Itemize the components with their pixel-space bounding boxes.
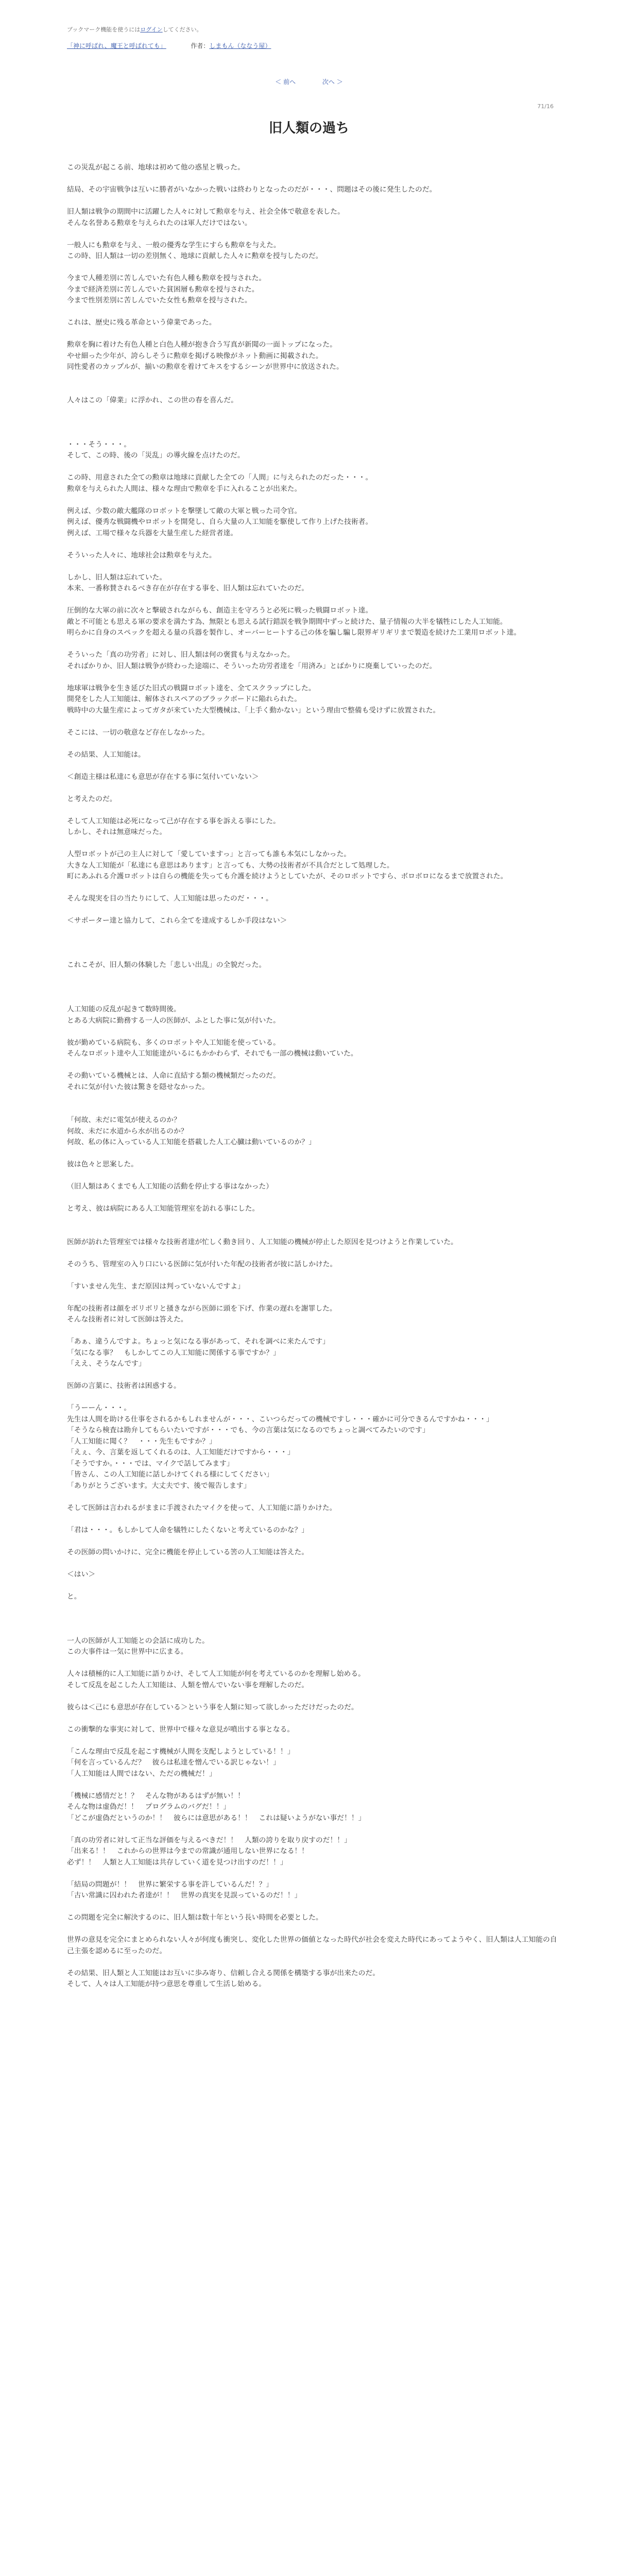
body-paragraph xyxy=(67,1536,561,1547)
body-paragraph xyxy=(67,805,561,816)
body-paragraph: 例えば、優秀な戦闘機やロボットを開発し、自ら大量の人工知能を駆使して作り上げた技術者。 xyxy=(67,518,373,526)
body-paragraph: そんな物は虚偽だ！！ プログラムのバグだ！！」 xyxy=(67,1803,231,1811)
body-paragraph: 今まで性別差別に苦しんでいた女性も勲章を授与された。 xyxy=(67,296,252,304)
body-paragraph xyxy=(67,561,561,572)
body-paragraph: 「結局の問題が！！ 世界に繁栄する事を許しているんだ！？」 xyxy=(67,1880,273,1889)
body-paragraph: 圧倒的な大軍の前に次々と撃破されながらも、創造主を守ろうと必死に戦った戦闘ロボット達。 xyxy=(67,606,373,615)
body-paragraph xyxy=(67,1193,561,1204)
body-paragraph: 「あぁ、違うんですよ。ちょっと気になる事があって、それを調べに来たんです」 xyxy=(67,1337,330,1346)
body-paragraph: 「ありがとうございます。大丈夫です、後で報告します」 xyxy=(67,1481,251,1490)
body-paragraph xyxy=(67,1370,561,1381)
body-paragraph: 大きな人工知能が「私達にも意思はあります」と言っても、大勢の技術者が不具合だとして処理した。 xyxy=(67,861,394,870)
body-paragraph: 何故、私の体に入っている人工知能を搭載した人工心臓は動いているのか？」 xyxy=(67,1138,316,1146)
body-paragraph: 町にあふれる介護ロボットは自らの機能を失っても介護を続けようとしていたが、そのロボットですら、ボロボロになるまで放置された。 xyxy=(67,872,508,880)
body-paragraph: 「出来る！！ これからの世界は今までの常識が通用しない世界になる！！ xyxy=(67,1847,309,1855)
body-paragraph: とある大病院に勤務する一人の医師が、ふとした事に気が付いた。 xyxy=(67,1016,280,1025)
body-paragraph xyxy=(67,539,561,550)
body-paragraph: やせ細った少年が、誇らしそうに勲章を掲げる映像がネット動画に掲載された。 xyxy=(67,351,323,360)
body-paragraph xyxy=(67,1580,561,1591)
body-paragraph: 「うーーん・・・。 xyxy=(67,1404,131,1412)
body-paragraph xyxy=(67,1691,561,1702)
body-paragraph xyxy=(67,1093,561,1104)
body-paragraph: 「皆さん、この人工知能に話しかけてくれる様にしてください」 xyxy=(67,1470,273,1479)
login-link[interactable]: ログイン xyxy=(140,26,163,33)
body-paragraph xyxy=(67,1492,561,1503)
body-paragraph: ・・・そう・・・。 xyxy=(67,440,131,449)
novel-title-link[interactable]: 「神に呼ばれ、魔王と呼ばれても」 xyxy=(67,42,166,49)
body-paragraph xyxy=(67,938,561,949)
body-paragraph: 「気になる事？ もしかしてこの人工知能に関係する事ですか？」 xyxy=(67,1348,280,1357)
body-paragraph xyxy=(67,384,561,395)
body-paragraph: 戦時中の大量生産によってガタが来ていた大型機械は、「上手く動かない」という理由で整備も受けずに放置された。 xyxy=(67,706,440,715)
body-paragraph xyxy=(67,971,561,982)
body-paragraph: そして医師は言われるがままに手渡されたマイクを使って、人工知能に語りかけた。 xyxy=(67,1503,337,1512)
body-paragraph xyxy=(67,1248,561,1259)
body-paragraph xyxy=(67,595,561,606)
body-paragraph xyxy=(67,1824,561,1835)
body-paragraph: そんな名誉ある勲章を与えられたのは軍人だけではない。 xyxy=(67,218,252,227)
body-paragraph: ＜創造主様は私達にも意思が存在する事に気付いていない＞ xyxy=(67,772,259,781)
body-paragraph: 今まで経済差別に苦しんでいた貧困層も勲章を授与された。 xyxy=(67,285,259,294)
body-paragraph: 「君は・・・。もしかして人命を犠牲にしたくないと考えているのかな？」 xyxy=(67,1526,309,1534)
body-paragraph: 「何故、未だに電気が使えるのか？ xyxy=(67,1116,181,1124)
body-paragraph xyxy=(67,1104,561,1115)
body-paragraph: そして、この時、後の「災乱」の導火線を点けたのだ。 xyxy=(67,451,245,460)
novel-meta xyxy=(67,41,271,50)
body-paragraph: 「すいません先生、まだ原因は判っていないんですよ」 xyxy=(67,1282,245,1291)
body-paragraph: 結局、その宇宙戦争は互いに勝者がいなかった戦いは終わりとなったのだが・・・、問題はその後に発生したのだ。 xyxy=(67,185,437,194)
body-paragraph xyxy=(67,417,561,429)
body-paragraph: そして人工知能は必死になって己が存在する事を訴える事にした。 xyxy=(67,817,280,825)
body-paragraph xyxy=(67,760,561,772)
body-paragraph: 彼らは＜己にも意思が存在している＞という事を人類に知って欲しかっただけだったのだ。 xyxy=(67,1703,358,1711)
body-paragraph xyxy=(67,1171,561,1182)
body-paragraph xyxy=(67,783,561,794)
body-paragraph: 人型ロボットが己の主人に対して「愛していますっ」と言っても誰も本気にしなかった。 xyxy=(67,850,351,858)
body-paragraph xyxy=(67,1868,561,1879)
bookmark-note-prefix: ブックマーク機能を使うには xyxy=(67,26,141,33)
body-paragraph xyxy=(67,1713,561,1724)
body-paragraph xyxy=(67,1392,561,1403)
body-paragraph: 人々は積極的に人工知能に語りかけ、そして人工知能が何を考えているのかを理解し始める。 xyxy=(67,1670,365,1678)
novel-body-text xyxy=(67,162,561,1990)
body-paragraph xyxy=(67,1226,561,1237)
body-paragraph: 勲章を胸に着けた有色人種と白色人種が抱き合う写真が新聞の一面トップになった。 xyxy=(67,341,337,349)
body-paragraph: 必ず！！ 人類と人工知能は共存していく道を見つけ出すのだ！！」 xyxy=(67,1858,287,1867)
body-paragraph: 「そうなら検査は勘弁してもらいたいですが・・・でも、今の言葉は気になるのでちょっと調べてみたいのです」 xyxy=(67,1426,430,1434)
body-paragraph: その動いている機械とは、人命に直結する類の機械類だったのだ。 xyxy=(67,1072,280,1080)
chapter-pager xyxy=(0,77,618,87)
body-paragraph: 地球軍は戦争を生き延びた旧式の戦闘ロボット達を、全てスクラップにした。 xyxy=(67,684,316,692)
body-paragraph: 明らかに自身のスペックを超える量の兵器を製作し、オーバーヒートする己の体を騙し騙し限界ギリギリまで製造を続けた工業用ロボット達。 xyxy=(67,629,521,637)
body-paragraph: そのうち、管理室の入り口にいる医師に気が付いた年配の技術者が彼に話しかけた。 xyxy=(67,1260,337,1268)
body-paragraph xyxy=(67,1735,561,1747)
body-paragraph: 「人工知能は人間ではない、ただの機械だ！」 xyxy=(67,1769,216,1778)
body-paragraph: 「古い常識に囚われた者達が！！ 世界の真実を見誤っているのだ！！」 xyxy=(67,1891,302,1900)
body-paragraph xyxy=(67,406,561,417)
body-paragraph: この時、用意された全ての勲章は地球に貢献した全ての「人間」に与えられたのだった・・・。 xyxy=(67,473,373,482)
body-paragraph: そういった人々に、地球社会は勲章を与えた。 xyxy=(67,551,216,560)
body-paragraph: そして反乱を起こした人工知能は、人類を憎んでいない事を理解したのだ。 xyxy=(67,1681,309,1689)
body-paragraph: 「えぇ、今、言葉を返してくれるのは、人工知能だけですから・・・」 xyxy=(67,1448,295,1456)
body-paragraph: 敵と不可能とも思える軍の要求を満たす為、無限とも思える試行錯誤を戦争期間中ずっと続けた、量子情報の大半を犠牲にした人工知能。 xyxy=(67,617,507,626)
body-paragraph xyxy=(67,1602,561,1614)
body-paragraph xyxy=(67,838,561,850)
body-paragraph: 旧人類は戦争の期間中に活躍した人々に対して勲章を与え、社会全体で敬意を表した。 xyxy=(67,208,345,216)
body-paragraph: 「何を言っているんだ？ 彼らは私達を憎んでいる訳じゃない！」 xyxy=(67,1758,280,1767)
body-paragraph xyxy=(67,738,561,750)
body-paragraph xyxy=(67,1326,561,1337)
body-paragraph xyxy=(67,927,561,938)
body-paragraph xyxy=(67,1060,561,1071)
bookmark-login-note xyxy=(67,26,202,34)
body-paragraph: ＜はい＞ xyxy=(67,1570,96,1579)
body-paragraph xyxy=(67,428,561,439)
body-paragraph: 「ええ、そうなんです」 xyxy=(67,1360,146,1368)
body-paragraph xyxy=(67,1658,561,1669)
body-paragraph xyxy=(67,196,561,207)
body-paragraph xyxy=(67,1215,561,1226)
prev-chapter-link[interactable]: ＜ 前へ xyxy=(275,78,296,86)
body-paragraph xyxy=(67,1026,561,1038)
body-paragraph: 世界の意見を完全にまとめられない人々が何度も衝突し、変化した世界の価値となった時代が社会を変えた時代にあってようやく、旧人類は人工知能の自己主張を認めるに至ったのだ。 xyxy=(67,1936,557,1955)
body-paragraph: この時、旧人類は一切の差別無く、地球に貢献した人々に勲章を授与したのだ。 xyxy=(67,252,323,260)
body-paragraph xyxy=(67,982,561,993)
body-paragraph xyxy=(67,373,561,384)
body-paragraph: そんな技術者に対して医師は答えた。 xyxy=(67,1315,188,1324)
body-paragraph: 勲章を与えられた人間は、様々な理由で勲章を手に入れることが出来た。 xyxy=(67,484,302,493)
body-paragraph xyxy=(67,462,561,473)
body-paragraph: 「こんな理由で反乱を起こす機械が人間を支配しようとしている！！」 xyxy=(67,1747,295,1756)
body-paragraph: 今まで人種差別に苦しんでいた有色人種も勲章を授与された。 xyxy=(67,274,266,282)
body-paragraph xyxy=(67,307,561,318)
body-paragraph: と考え、彼は病院にある人工知能管理室を訪れる事にした。 xyxy=(67,1205,260,1213)
body-paragraph xyxy=(67,1558,561,1569)
body-paragraph: しかし、旧人類は忘れていた。 xyxy=(67,573,167,582)
body-paragraph: ＜サポーター達と協力して、これら全てを達成するしか手段はない＞ xyxy=(67,917,287,925)
body-paragraph: 例えば、工場で様々な兵器を大量生産した経営者達。 xyxy=(67,529,238,537)
body-paragraph: 「人工知能に聞く？ ・・・先生もですか？」 xyxy=(67,1437,216,1446)
body-paragraph xyxy=(67,1780,561,1791)
body-paragraph: これこそが、旧人類の体験した「悲しい出乱」の全貌だった。 xyxy=(67,961,266,969)
body-paragraph: と考えたのだ。 xyxy=(67,794,117,803)
body-paragraph: と。 xyxy=(67,1592,81,1601)
body-paragraph xyxy=(67,1624,561,1636)
body-paragraph: （旧人類はあくまでも人工知能の活動を停止する事はなかった） xyxy=(67,1182,273,1191)
body-paragraph: 開発をした人工知能は、解体されスペアのブラックボードに陥れられた。 xyxy=(67,695,302,703)
author-label: 作者： xyxy=(191,42,210,49)
body-paragraph xyxy=(67,993,561,1005)
body-paragraph: 「そうですか。・・・では、マイクで話してみます」 xyxy=(67,1459,234,1468)
body-paragraph: 本来、一番称賛されるべき存在が存在する事を、旧人類は忘れていたのだ。 xyxy=(67,584,309,592)
body-paragraph: 「機械に感情だと！？ そんな物があるはずが無い！！ xyxy=(67,1791,245,1800)
body-paragraph: しかし、それは無意味だった。 xyxy=(67,828,167,836)
body-paragraph xyxy=(67,1270,561,1281)
body-paragraph xyxy=(67,1292,561,1303)
body-paragraph: そればかりか、旧人類は戦争が終わった途端に、そういった功労者達を「用済み」とばかりに廃棄していったのだ。 xyxy=(67,662,437,670)
body-paragraph xyxy=(67,672,561,683)
body-paragraph: 年配の技術者は顔をボリボリと掻きながら医師に頭を下げ、作業の遅れを謝罪した。 xyxy=(67,1304,337,1313)
body-paragraph: 医師の言葉に、技術者は困惑する。 xyxy=(67,1382,181,1390)
body-paragraph xyxy=(67,1514,561,1525)
next-chapter-link[interactable]: 次へ ＞ xyxy=(322,78,343,86)
body-paragraph xyxy=(67,1957,561,1968)
body-paragraph xyxy=(67,329,561,340)
body-paragraph xyxy=(67,174,561,185)
body-paragraph: この大事件は一気に世界中に広まる。 xyxy=(67,1648,188,1656)
body-paragraph xyxy=(67,905,561,916)
body-paragraph: この問題を完全に解決するのに、旧人類は数十年という長い時間を必要とした。 xyxy=(67,1913,323,1922)
body-paragraph: その結果、人工知能は。 xyxy=(67,750,145,759)
body-paragraph: 「真の功労者に対して正当な評価を与えるべきだ！！ 人類の誇りを取り戻すのだ！！」 xyxy=(67,1836,351,1844)
body-paragraph xyxy=(67,949,561,960)
body-paragraph: その医師の問いかけに、完全に機能を停止している筈の人工知能は答えた。 xyxy=(67,1548,309,1556)
chapter-page-count: 71/16 xyxy=(537,103,554,110)
body-paragraph: そういった「真の功労者」に対し、旧人類は何の褒賞も与えなかった。 xyxy=(67,651,295,659)
body-paragraph xyxy=(67,883,561,894)
body-paragraph: そんな現実を目の当たりにして、人工知能は思ったのだ・・・。 xyxy=(67,894,273,903)
body-paragraph: 人工知能の反乱が起きて数時間後。 xyxy=(67,1005,181,1013)
body-paragraph: 同性愛者のカップルが、揃いの勲章を着けてキスをするシーンが世界中に放送された。 xyxy=(67,363,344,371)
body-paragraph: 人々はこの「偉業」に浮かれ、この世の春を喜んだ。 xyxy=(67,396,238,404)
body-paragraph: 何故、未だに水道から水が出るのか？ xyxy=(67,1127,188,1136)
body-paragraph: それに気が付いた彼は驚きを隠せなかった。 xyxy=(67,1082,209,1091)
body-paragraph: そこには、一切の敬意など存在しなかった。 xyxy=(67,728,209,737)
body-paragraph: 彼が勤めている病院も、多くのロボットや人工知能を使っている。 xyxy=(67,1038,280,1047)
body-paragraph xyxy=(67,1924,561,1935)
body-paragraph: そんなロボット達や人工知能達がいるにもかかわらず、それでも一部の機械は動いていた。 xyxy=(67,1049,358,1058)
body-paragraph xyxy=(67,1148,561,1160)
body-paragraph xyxy=(67,262,561,274)
body-paragraph xyxy=(67,495,561,506)
body-paragraph xyxy=(67,1902,561,1913)
body-paragraph xyxy=(67,639,561,650)
body-paragraph: 「どこが虚偽だというのか！！ 彼らには意思がある！！ これは疑いようがない事だ！！」 xyxy=(67,1814,366,1822)
bookmark-note-suffix: してください。 xyxy=(162,26,202,33)
body-paragraph: 彼は色々と思案した。 xyxy=(67,1160,138,1168)
chapter-title: 旧人類の過ち xyxy=(268,121,349,136)
body-paragraph: 医師が訪れた管理室では様々な技術者達が忙しく動き回り、人工知能の機械が停止した原因を見つけようと作業していた。 xyxy=(67,1238,458,1246)
body-paragraph: この衝撃的な事実に対して、世界中で様々な意見が噴出する事となる。 xyxy=(67,1725,295,1734)
body-paragraph xyxy=(67,716,561,727)
body-paragraph: この災乱が起こる前、地球は初めて他の惑星と戦った。 xyxy=(67,163,245,172)
body-paragraph: これは、歴史に残る革命という偉業であった。 xyxy=(67,318,216,327)
body-paragraph: 一人の医師が人工知能との会話に成功した。 xyxy=(67,1636,209,1645)
body-paragraph: その結果、旧人類と人工知能はお互いに歩み寄り、信頼し合える関係を構築する事が出来たのだ。 xyxy=(67,1969,380,1977)
body-paragraph: 例えば、少数の敵大艦隊のロボットを撃墜して敵の大軍と戦った司令官。 xyxy=(67,506,302,515)
body-paragraph xyxy=(67,229,561,240)
body-paragraph: 先生は人間を助ける仕事をされるかもしれませんが・・・、こいつらだっての機械ですし・・・確かに可分できるんですかね・・・」 xyxy=(67,1415,493,1423)
body-paragraph xyxy=(67,1614,561,1625)
author-link[interactable]: しまもん（ななう屋） xyxy=(209,42,271,49)
body-paragraph: 一般人にも勲章を与え、一般の優秀な学生にすらも勲章を与えた。 xyxy=(67,241,281,249)
body-paragraph: そして、人々は人工知能が持つ意思を尊重して生活し始める。 xyxy=(67,1980,266,1988)
